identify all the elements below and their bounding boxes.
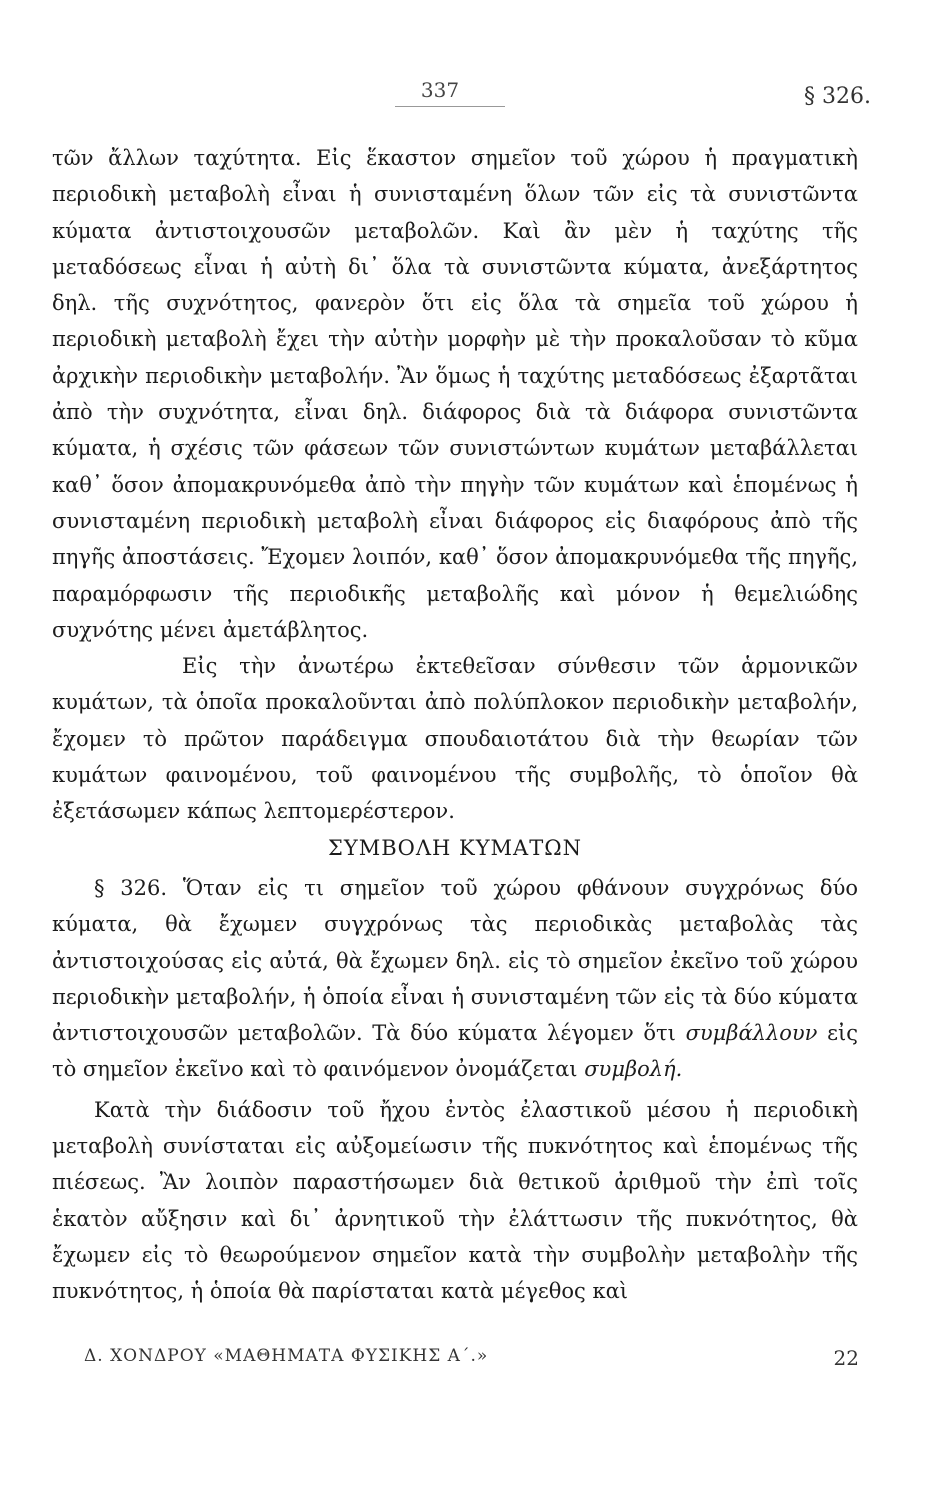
- header-rule: [395, 106, 505, 107]
- paragraph-3: [52, 870, 858, 1088]
- section-reference: § 326.: [804, 84, 871, 109]
- emphasis-symvoli: συμβολή.: [584, 1057, 683, 1082]
- body-text: [52, 140, 858, 1310]
- section-title: ΣΥΜΒΟΛΗ ΚΥΜΑΤΩΝ: [327, 835, 583, 860]
- footer-book-title: Δ. ΧΟΝΔΡΟΥ «ΜΑΘΗΜΑΤΑ ΦΥΣΙΚΗΣ Α΄.»: [84, 1346, 489, 1366]
- footer-signature: 22: [833, 1346, 859, 1370]
- paragraph-2: Εἰς τὴν ἀνωτέρω ἐκτεθεῖσαν σύνθεσιν τῶν ἁρμονικῶν κυμάτων, τὰ ὁποῖα προκαλοῦνται ἀπὸ πολύπλοκον περιοδικὴν μεταβολήν, ἔχομεν τὸ πρῶτον παράδειγμα σπουδαιοτάτου διὰ τὴν θεωρίαν τῶν κυμάτων φαινομένου, τοῦ φαινομένου τῆς συμβολῆς, τὸ ὁποῖον θὰ ἐξετάσωμεν κάπως λεπτομερέστερον.: [52, 654, 858, 824]
- paragraph-1: τῶν ἄλλων ταχύτητα. Εἰς ἕκαστον σημεῖον τοῦ χώρου ἡ πραγματικὴ περιοδικὴ μεταβολὴ εἶναι ἡ συνισταμένη ὅλων τῶν εἰς τὰ συνιστῶντα κύματα ἀντιστοιχουσῶν μεταβολῶν. Καὶ ἂν μὲν ἡ ταχύτης τῆς μεταδόσεως εἶναι ἡ αὐτὴ δι᾽ ὅλα τὰ συνιστῶντα κύματα, ἀνεξάρτητος δηλ. τῆς συχνότητος, φανερὸν ὅτι εἰς ὅλα τὰ σημεῖα τοῦ χώρου ἡ περιοδικὴ μεταβολὴ ἔχει τὴν αὐτὴν μορφὴν μὲ τὴν προκαλοῦσαν τὸ κῦμα ἀρχικὴν περιοδικὴν μεταβολήν. Ἂν ὅμως ἡ ταχύτης μεταδόσεως ἐξαρτᾶται ἀπὸ τὴν συχνότητα, εἶναι δηλ. διάφορος διὰ τὰ διάφορα συνιστῶντα κύματα, ἡ σχέσις τῶν φάσεων τῶν συνιστώντων κυμάτων μεταβάλλεται καθ᾽ ὅσον ἀπομακρυνόμεθα ἀπὸ τὴν πηγὴν τῶν κυμάτων καὶ ἑπομένως ἡ συνισταμένη περιοδικὴ μεταβολὴ εἶναι διάφορος εἰς διαφόρους ἀπὸ τῆς πηγῆς ἀποστάσεις. Ἔχομεν λοιπόν, καθ᾽ ὅσον ἀπομακρυνόμεθα τῆς πηγῆς, παραμόρφωσιν τῆς περιοδικῆς μεταβολῆς καὶ μόνον ἡ θεμελιώδης συχνότης μένει ἀμετάβλητος.: [52, 146, 858, 642]
- paragraph-3-mid: εἰς τὸ σημεῖον ἐκεῖνο καὶ τὸ φαινόμενον ὀνομάζεται: [52, 1021, 858, 1082]
- paragraph-4: Κατὰ τὴν διάδοσιν τοῦ ἤχου ἐντὸς ἐλαστικοῦ μέσου ἡ περιοδικὴ μεταβολὴ συνίσταται εἰς αὐξομείωσιν τῆς πυκνότητος καὶ ἑπομένως τῆς πιέσεως. Ἂν λοιπὸν παραστήσωμεν διὰ θετικοῦ ἀριθμοῦ τὴν ἐπὶ τοῖς ἑκατὸν αὔξησιν καὶ δι᾽ ἀρνητικοῦ τὴν ἐλάττωσιν τῆς πυκνότητος, θὰ ἔχωμεν εἰς τὸ θεωρούμενον σημεῖον κατὰ τὴν συμβολὴν μεταβολὴν τῆς πυκνότητος, ἡ ὁποία θὰ παρίσταται κατὰ μέγεθος καὶ: [52, 1097, 858, 1304]
- paragraph-3-lead: § 326. Ὅταν εἰς τι σημεῖον τοῦ χώρου φθάνουν συγχρόνως δύο κύματα, θὰ ἔχωμεν συγχρόνως τὰς περιοδικὰς μεταβολὰς τὰς ἀντιστοιχούσας εἰς αὐτά, θὰ ἔχωμεν δηλ. εἰς τὸ σημεῖον ἐκεῖνο τοῦ χώρου περιοδικὴν μεταβολήν, ἡ ὁποία εἶναι ἡ συνισταμένη τῶν εἰς τὰ δύο κύματα ἀντιστοιχουσῶν μεταβολῶν. Τὰ δύο κύματα λέγομεν ὅτι: [52, 875, 858, 1046]
- page-number: 337: [420, 78, 460, 102]
- emphasis-symballoun: συμβάλλουν: [685, 1021, 818, 1046]
